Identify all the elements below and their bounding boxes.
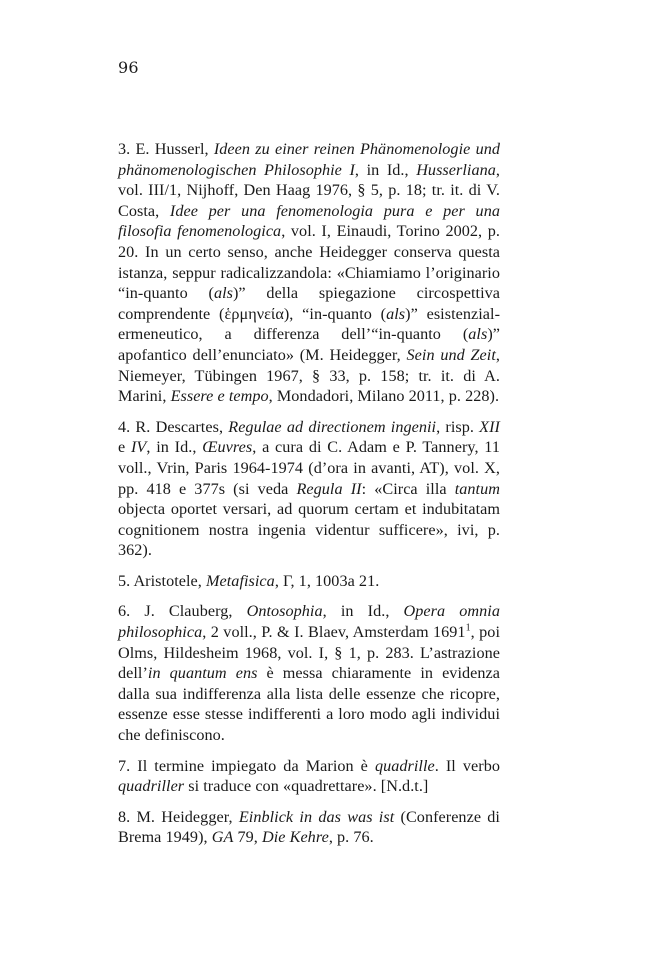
italic-run: tantum [454,479,500,498]
text-run: 8. M. Heidegger, [118,807,239,826]
text-run: , in Id., [322,602,404,621]
text-run: , vol. III/1, Nijhoff, Den Haag 1976, § 5, p. 18; tr. it. di V. Costa, [118,160,500,220]
text-run: , vol. I, Einaudi, Torino 2002, p. 20. In un certo senso, anche Heidegger conserva questa istanza, seppur radicalizzandola: «Chiamiamo l’originario “in-quanto ( [118,222,500,303]
italic-run: Œuvres [202,438,253,457]
italic-run: als [386,304,406,323]
italic-run: IV [130,438,147,457]
italic-run: Opera omnia philosophica [118,602,500,642]
text-run: si traduce con «quadrettare». [N.d.t.] [184,777,429,796]
italic-run: Sein und Zeit [406,345,496,364]
footnote-6 [118,601,500,745]
text-run: e [118,438,131,457]
text-run: , Γ, 1, 1003a 21. [274,571,380,590]
text-run: )” della spiegazione circospettiva comprendente (ἑρμηνεία), “in-quanto ( [118,284,500,323]
text-run: , p. 76. [328,828,374,847]
italic-run: Regula II [296,479,362,498]
text-run: , in Id., [146,438,203,457]
book-page [118,0,500,975]
footnotes [118,139,500,858]
italic-run: quadriller [118,777,185,796]
text-run: (Conferenze di Brema 1949), [118,807,500,847]
text-run: 7. Il termine impiegato da Marion è [118,756,375,775]
italic-run: Essere e tempo [170,387,269,406]
text-run: )” esistenzial-ermeneutico, a differenza dell’“in-quanto ( [118,304,501,344]
text-run: , Niemeyer, Tübingen 1967, § 33, p. 158; tr. it. di A. Marini, [118,345,500,406]
text-run: 6. J. Clauberg, [118,602,247,621]
italic-run: quadrille [374,756,435,775]
italic-run: Idee per una fenomenologia pura e per una filosofia fenomenologica [118,201,500,241]
footnote-3 [118,139,500,407]
text-run: )” apofantico dell’enunciato» (M. Heidegger, [118,325,500,364]
italic-run: als [468,325,488,344]
footnote-4 [118,417,500,561]
text-run: , poi Olms, Hildesheim 1968, vol. I, § 1, p. 283. L’astrazione dell’ [118,623,500,683]
text-run: , 2 voll., P. & I. Blaev, Amsterdam 1691 [202,623,466,642]
text-run: 5. Aristotele, [118,571,206,590]
text-run: , risp. [436,417,480,436]
text-run: , Mondadori, Milano 2011, p. 228). [268,387,500,406]
footnote-8 [118,807,500,848]
text-run: . Il verbo [434,756,500,775]
italic-run: Husserliana [416,160,496,179]
text-run: objecta oportet versari, ad quorum certam et indubitatam cognitionem nostra ingenia videntur sufficere», ivi, p. 362). [118,500,500,560]
italic-run: Die Kehre [261,828,329,847]
text-run: , a cura di C. Adam e P. Tannery, 11 voll., Vrin, Paris 1964-1974 (d’ora in avanti, AT), vol. X, pp. 418 e 377s (si veda [118,438,500,498]
italic-run: Einblick in das was ist [238,807,395,826]
italic-run: Regulae ad directionem ingenii [228,417,437,436]
italic-run: Metafisica [205,571,275,590]
text-run: 79, [233,828,262,847]
italic-run: als [213,284,233,303]
italic-run: Ideen zu einer reinen Phänomenologie und phänomenologischen Philosophie I [118,140,501,179]
text-run: : «Circa illa [361,479,455,498]
page-number: 96 [118,58,139,77]
italic-run: GA [211,828,234,847]
text-run: è messa chiaramente in evidenza dalla sua indifferenza alla lista delle essenze che ricopre, essenze esse stesse indifferenti a loro modo agli individui che definiscono. [118,664,500,745]
superscript: 1 [465,622,471,634]
text-run: , in Id., [354,160,417,179]
italic-run: XII [479,417,500,436]
footnote-5 [118,571,500,592]
text-run: 4. R. Descartes, [118,417,229,436]
italic-run: Ontosophia [246,602,323,621]
text-run: 3. E. Husserl, [118,140,214,158]
italic-run: in quantum ens [147,664,258,683]
footnote-7 [118,756,500,797]
